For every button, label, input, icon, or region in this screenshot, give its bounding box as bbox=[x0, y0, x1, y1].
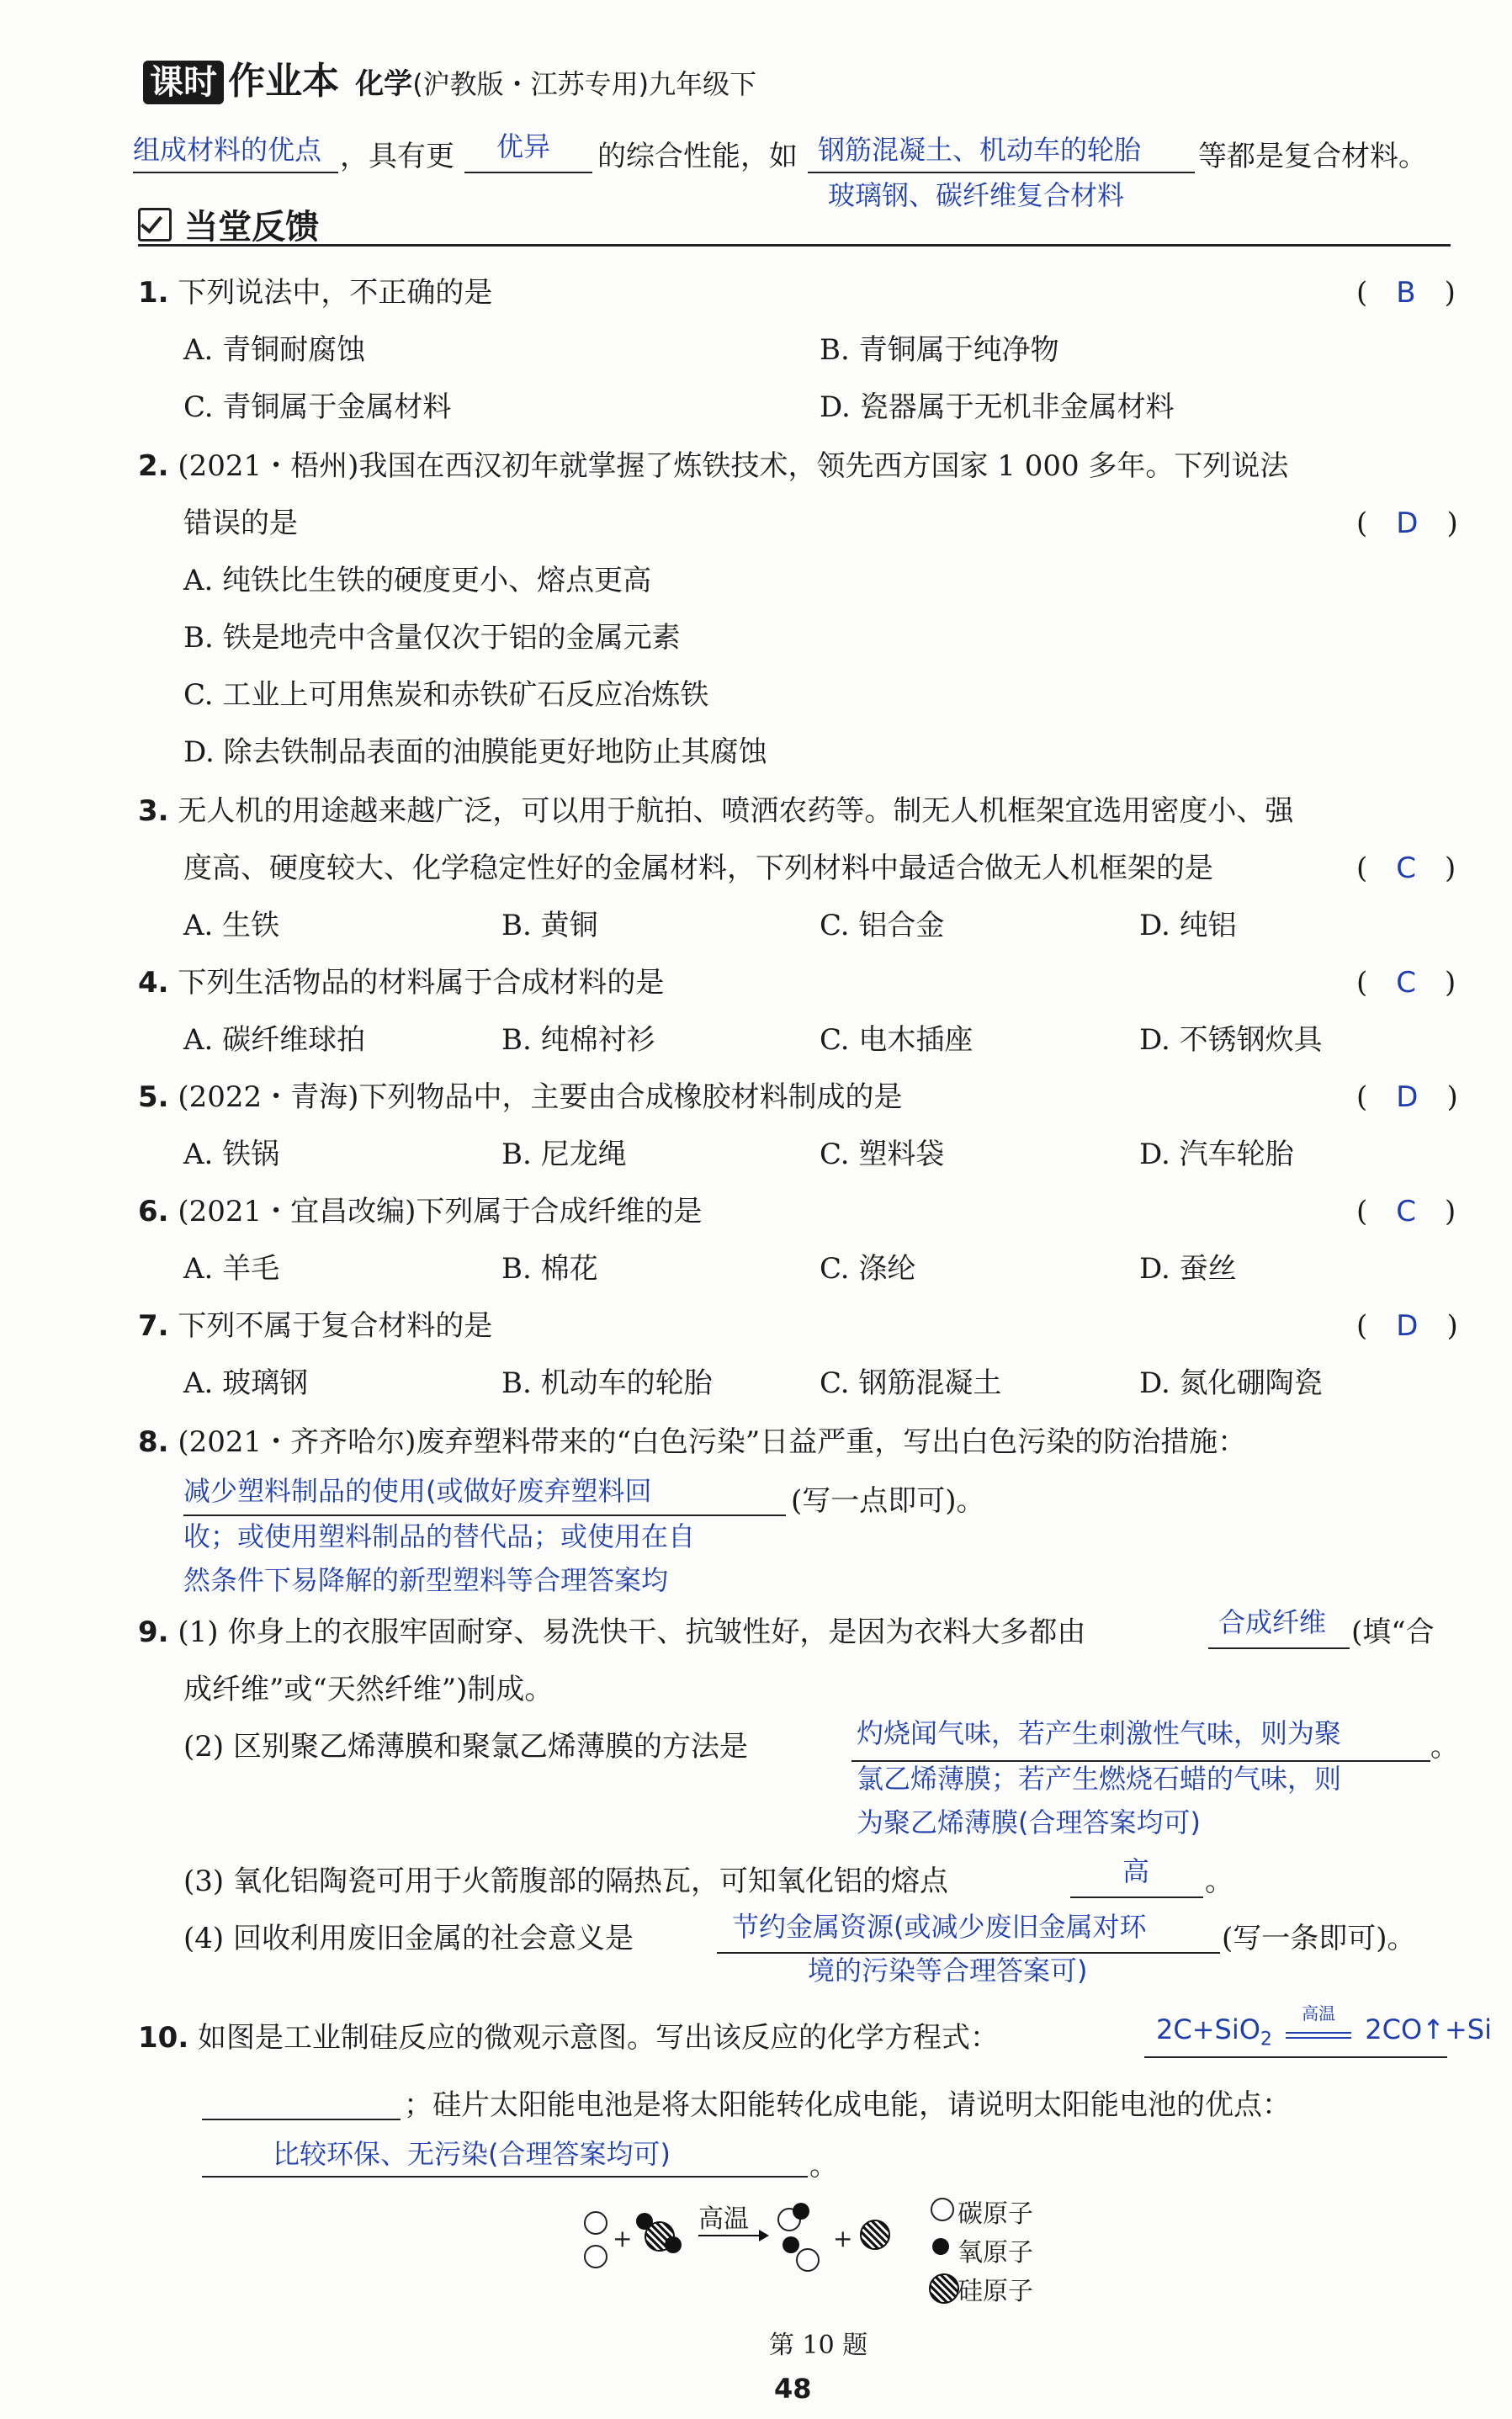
q10-eq-condition: 高温 bbox=[1302, 2003, 1336, 2024]
q4-option-a: A. 碳纤维球拍 bbox=[183, 1023, 366, 1057]
intro-part1: ，具有更 bbox=[340, 140, 454, 173]
q7-stem: 7. 下列不属于复合材料的是 bbox=[138, 1309, 493, 1343]
q9-part2-answer-line3: 为聚乙烯薄膜(合理答案均可) bbox=[857, 1806, 1201, 1838]
q3-answer-bracket: ( C ) bbox=[1356, 851, 1456, 885]
section-divider bbox=[138, 244, 1451, 247]
q3-option-b: B. 黄铜 bbox=[501, 909, 598, 942]
q8-answer-line2: 收；或使用塑料制品的替代品；或使用在自 bbox=[183, 1520, 696, 1552]
page-header bbox=[143, 50, 756, 104]
q1-option-c: C. 青铜属于金属材料 bbox=[183, 390, 452, 424]
q2-option-a: A. 纯铁比生铁的硬度更小、熔点更高 bbox=[183, 564, 652, 597]
q8-tail: (写一点即可)。 bbox=[791, 1484, 985, 1518]
intro-part3: 等都是复合材料。 bbox=[1198, 140, 1427, 173]
page-number: 48 bbox=[774, 2373, 812, 2405]
q9-part1-answer: 合成纤维 bbox=[1218, 1606, 1327, 1638]
q9-part4-answer-line2: 境的污染等合理答案可) bbox=[808, 1955, 1088, 1987]
q10-eq-underline2 bbox=[202, 2119, 401, 2120]
q6-option-d: D. 蚕丝 bbox=[1139, 1252, 1237, 1286]
equals-double-line bbox=[1286, 2032, 1351, 2039]
q6-stem: 6. (2021・宜昌改编)下列属于合成纤维的是 bbox=[138, 1195, 703, 1228]
q9-part2-end: 。 bbox=[1430, 1730, 1459, 1764]
q2-option-b: B. 铁是地壳中含量仅次于铝的金属元素 bbox=[183, 621, 681, 655]
section-header bbox=[138, 200, 319, 248]
q2-answer: D bbox=[1396, 507, 1419, 540]
q1-option-a: A. 青铜耐腐蚀 bbox=[183, 333, 366, 367]
q7-option-b: B. 机动车的轮胎 bbox=[501, 1366, 713, 1400]
q5-option-a: A. 铁锅 bbox=[183, 1138, 280, 1171]
q6-answer-bracket: ( C ) bbox=[1356, 1195, 1456, 1228]
section-title: 当堂反馈 bbox=[184, 208, 320, 247]
oxygen-atom bbox=[793, 2203, 809, 2220]
q6-option-c: C. 涤纶 bbox=[820, 1252, 916, 1286]
q7-option-a: A. 玻璃钢 bbox=[183, 1366, 309, 1400]
q5-answer: D bbox=[1396, 1080, 1419, 1114]
q9-part2: (2) 区别聚乙烯薄膜和聚氯乙烯薄膜的方法是 bbox=[183, 1730, 748, 1764]
q7-answer-bracket: ( D ) bbox=[1356, 1309, 1458, 1343]
q9-part1: 9. (1) 你身上的衣服牢固耐穿、易洗快干、抗皱性好，是因为衣料大多都由 bbox=[138, 1615, 1086, 1649]
intro-blank1: 组成材料的优点 bbox=[133, 134, 322, 166]
q5-option-b: B. 尼龙绳 bbox=[501, 1138, 627, 1171]
q1-option-b: B. 青铜属于纯净物 bbox=[820, 333, 1059, 367]
q9-part3-underline bbox=[1070, 1896, 1203, 1898]
q2-option-d: D. 除去铁制品表面的油膜能更好地防止其腐蚀 bbox=[183, 735, 767, 769]
q5-option-d: D. 汽车轮胎 bbox=[1139, 1138, 1294, 1171]
q9-part1-post: (填“合 bbox=[1351, 1615, 1435, 1649]
q5-option-c: C. 塑料袋 bbox=[820, 1138, 945, 1171]
q8-stem: 8. (2021・齐齐哈尔)废弃塑料带来的“白色污染”日益严重，写出白色污染的防治措施： bbox=[138, 1425, 1247, 1459]
legend-oxygen-swatch bbox=[932, 2238, 949, 2255]
oxygen-atom bbox=[636, 2213, 653, 2230]
q2-stem-line1: 2. (2021・梧州)我国在西汉初年就掌握了炼铁技术，领先西方国家 1 000 多年。下列说法 bbox=[138, 449, 1289, 483]
q7-option-c: C. 钢筋混凝土 bbox=[820, 1366, 1002, 1400]
q3-stem-line1: 3. 无人机的用途越来越广泛，可以用于航拍、喷洒农药等。制无人机框架宜选用密度小、强 bbox=[138, 794, 1294, 828]
q1-stem: 1. 下列说法中，不正确的是 bbox=[138, 276, 493, 310]
q4-option-c: C. 电木插座 bbox=[820, 1023, 974, 1057]
q1-option-d: D. 瓷器属于无机非金属材料 bbox=[820, 390, 1175, 424]
header-badge: 课时 bbox=[143, 61, 224, 104]
oxygen-atom bbox=[783, 2236, 799, 2253]
q9-part2-answer-line2: 氯乙烯薄膜；若产生燃烧石蜡的气味，则 bbox=[857, 1763, 1342, 1795]
intro-blank3-line2: 玻璃钢、碳纤维复合材料 bbox=[828, 179, 1125, 211]
q9-part3: (3) 氧化铝陶瓷可用于火箭腹部的隔热瓦，可知氧化铝的熔点 bbox=[183, 1865, 948, 1898]
q2-answer-bracket: ( D ) bbox=[1356, 507, 1458, 540]
figure-caption: 第 10 题 bbox=[769, 2331, 868, 2360]
checkbox-icon bbox=[138, 208, 172, 241]
q9-part4: (4) 回收利用废旧金属的社会意义是 bbox=[183, 1922, 634, 1955]
carbon-atom bbox=[584, 2245, 607, 2268]
reaction-arrow bbox=[698, 2235, 762, 2236]
q10-answer-underline bbox=[202, 2176, 808, 2178]
reaction-arrowhead bbox=[759, 2230, 769, 2241]
intro-blank1-line bbox=[133, 172, 338, 173]
q6-option-b: B. 棉花 bbox=[501, 1252, 598, 1286]
intro-blank2-line bbox=[464, 172, 592, 173]
q9-part4-answer-line1: 节约金属资源(或减少废旧金属对环 bbox=[732, 1911, 1147, 1943]
plus-sign: + bbox=[833, 2225, 853, 2252]
q10-line2: ；硅片太阳能电池是将太阳能转化成电能，请说明太阳能电池的优点： bbox=[404, 2088, 1291, 2122]
q10-answer-end: 。 bbox=[809, 2149, 838, 2183]
plus-sign: + bbox=[613, 2225, 633, 2252]
legend-silicon-label: 硅原子 bbox=[958, 2277, 1033, 2306]
legend-carbon-swatch bbox=[931, 2198, 954, 2221]
q3-answer: C bbox=[1396, 851, 1417, 885]
q8-answer-underline bbox=[183, 1515, 786, 1516]
intro-part2: 的综合性能，如 bbox=[597, 140, 798, 173]
carbon-atom bbox=[796, 2248, 820, 2272]
q4-answer-bracket: ( C ) bbox=[1356, 966, 1456, 1000]
legend-carbon-label: 碳原子 bbox=[958, 2199, 1033, 2229]
silicon-atom bbox=[860, 2220, 890, 2250]
q10-answer: 比较环保、无污染(合理答案均可) bbox=[273, 2138, 671, 2170]
reaction-diagram bbox=[572, 2196, 1077, 2322]
q10-equation: 2C+SiO$_2$ 高温 2CO↑+Si bbox=[1156, 2003, 1492, 2050]
q9-part2-answer-line1: 灼烧闻气味，若产生刺激性气味，则为聚 bbox=[857, 1717, 1342, 1749]
header-book: 作业本 bbox=[228, 60, 340, 103]
q3-option-d: D. 纯铝 bbox=[1139, 909, 1237, 942]
q6-option-a: A. 羊毛 bbox=[183, 1252, 280, 1286]
q1-answer-bracket: ( B ) bbox=[1356, 276, 1456, 310]
legend-oxygen-label: 氧原子 bbox=[958, 2238, 1033, 2268]
q7-option-d: D. 氮化硼陶瓷 bbox=[1139, 1366, 1323, 1400]
q10-eq-underline bbox=[1144, 2056, 1447, 2058]
q3-option-a: A. 生铁 bbox=[183, 909, 280, 942]
intro-blank3-line1: 钢筋混凝土、机动车的轮胎 bbox=[818, 134, 1142, 166]
q8-answer-line1: 减少塑料制品的使用(或做好废弃塑料回 bbox=[183, 1475, 652, 1507]
q4-option-b: B. 纯棉衬衫 bbox=[501, 1023, 655, 1057]
q9-part3-answer: 高 bbox=[1122, 1855, 1150, 1887]
q3-option-c: C. 铝合金 bbox=[820, 909, 945, 942]
legend-silicon-swatch bbox=[929, 2273, 959, 2304]
q3-stem-line2: 度高、硬度较大、化学稳定性好的金属材料，下列材料中最适合做无人机框架的是 bbox=[183, 851, 1213, 885]
q7-answer: D bbox=[1396, 1309, 1419, 1343]
q8-answer-line3: 然条件下易降解的新型塑料等合理答案均 bbox=[183, 1564, 669, 1596]
oxygen-atom bbox=[665, 2236, 682, 2253]
q2-option-c: C. 工业上可用焦炭和赤铁矿石反应冶炼铁 bbox=[183, 678, 709, 712]
q9-part1-line2: 成纤维”或“天然纤维”)制成。 bbox=[183, 1673, 554, 1706]
q4-stem: 4. 下列生活物品的材料属于合成材料的是 bbox=[138, 966, 665, 1000]
q10-stem: 10. 如图是工业制硅反应的微观示意图。写出该反应的化学方程式： bbox=[138, 2021, 1000, 2055]
q2-stem-line2: 错误的是 bbox=[183, 507, 298, 540]
q4-option-d: D. 不锈钢炊具 bbox=[1139, 1023, 1323, 1057]
q9-part3-end: 。 bbox=[1205, 1865, 1233, 1898]
q9-part1-underline bbox=[1208, 1647, 1350, 1649]
q6-answer: C bbox=[1396, 1195, 1417, 1228]
q1-answer: B bbox=[1396, 276, 1416, 310]
arrow-label: 高温 bbox=[698, 2204, 749, 2234]
q5-stem: 5. (2022・青海)下列物品中，主要由合成橡胶材料制成的是 bbox=[138, 1080, 903, 1114]
intro-blank2: 优异 bbox=[496, 130, 551, 162]
carbon-atom bbox=[584, 2211, 607, 2235]
q4-answer: C bbox=[1396, 966, 1417, 1000]
header-subject: 化学 bbox=[355, 67, 413, 101]
q5-answer-bracket: ( D ) bbox=[1356, 1080, 1458, 1114]
q9-part4-post: (写一条即可)。 bbox=[1222, 1922, 1416, 1955]
header-edition: (沪教版・江苏专用)九年级下 bbox=[412, 68, 757, 100]
intro-blank3-underline bbox=[808, 172, 1195, 173]
